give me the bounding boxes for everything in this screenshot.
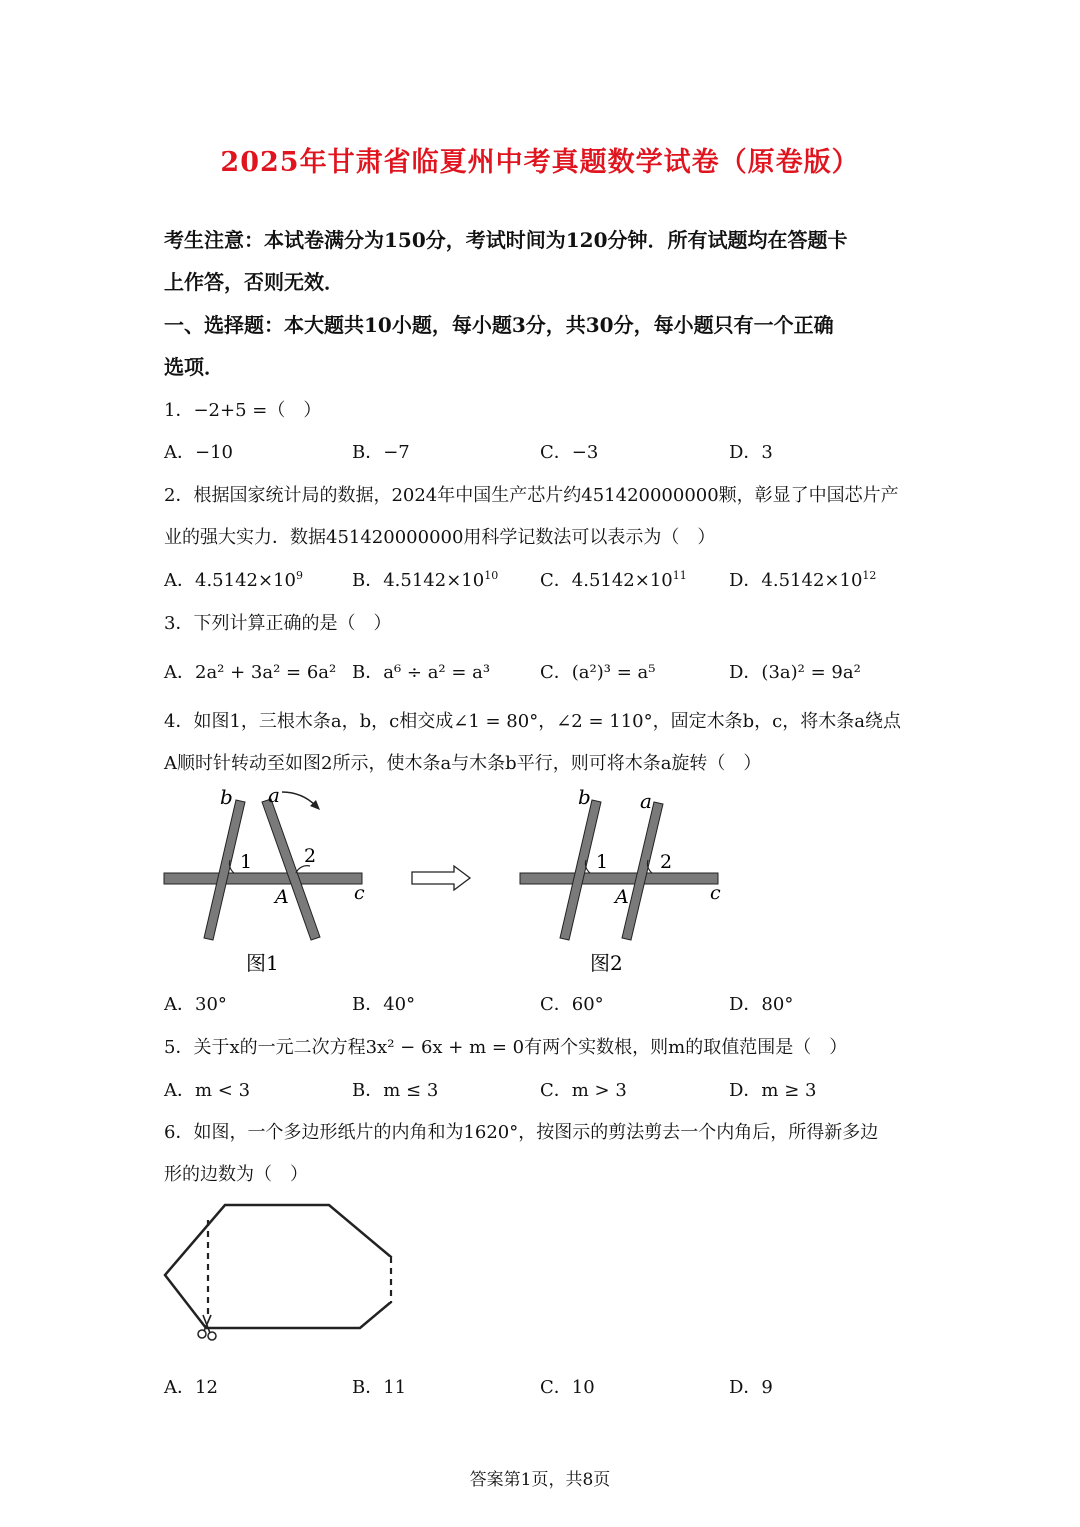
label-A: A (275, 886, 289, 908)
q2-option-a: A．$4.5142\times 10^9$ (164, 569, 303, 591)
question-2-line-2: 业的强大实力．数据451420000000用科学记数法可以表示为（ ） (164, 527, 716, 548)
q3-option-d: D．(3a)² = 9a² (729, 662, 861, 683)
q2-option-c: C．$4.5142\times 10^{11}$ (540, 569, 687, 591)
label-A-2: A (615, 886, 629, 908)
label-1-2: 1 (596, 851, 609, 873)
q3-option-a: A．2a² + 3a² = 6a² (164, 662, 337, 683)
page-title: 2025年甘肃省临夏州中考真题数学试卷（原卷版） (220, 147, 860, 178)
figure-2 (520, 785, 721, 975)
q6-option-c: C．10 (540, 1377, 595, 1398)
question-4-line-1: 4．如图1，三根木条a，b，c相交成∠1 = 80°，∠2 = 110°，固定木条b，c，将木条a绕点 (164, 711, 901, 732)
label-c: c (354, 882, 365, 904)
notice-line-1: 考生注意：本试卷满分为150分，考试时间为120分钟．所有试题均在答题卡 (164, 228, 848, 252)
q1-option-d: D．3 (729, 442, 773, 463)
q4-option-d: D．80° (729, 994, 794, 1015)
figure-1 (164, 783, 365, 975)
question-2-line-1: 2．根据国家统计局的数据，2024年中国生产芯片约451420000000颗，彰显了中国芯片产 (164, 485, 899, 506)
section-heading-line-2: 选项． (164, 355, 224, 379)
figure-2-caption: 图2 (590, 951, 623, 975)
stick-a-2 (622, 802, 663, 940)
q2-option-b: B．$4.5142\times 10^{10}$ (352, 569, 499, 591)
q5-option-d: D．m ≥ 3 (729, 1080, 817, 1101)
q6-option-b: B．11 (352, 1377, 407, 1398)
q3-option-c: C．(a²)³ = a⁵ (540, 662, 656, 683)
q1-option-c: C．−3 (540, 442, 599, 463)
q6-polygon-figure (155, 1195, 405, 1355)
label-2: 2 (304, 845, 317, 867)
stick-b (204, 800, 245, 940)
label-1: 1 (240, 851, 253, 873)
question-6-line-1: 6．如图，一个多边形纸片的内角和为1620°，按图示的剪法剪去一个内角后，所得新多边 (164, 1122, 879, 1143)
figure-1-caption: 图1 (246, 951, 279, 975)
q6-option-a: A．12 (164, 1377, 218, 1398)
q6-option-d: D．9 (729, 1377, 773, 1398)
q5-option-c: C．m > 3 (540, 1080, 627, 1101)
q5-option-b: B．m ≤ 3 (352, 1080, 439, 1101)
page-footer: 答案第1页，共8页 (469, 1470, 611, 1490)
section-heading-line-1: 一、选择题：本大题共10小题，每小题3分，共30分，每小题只有一个正确 (164, 313, 834, 337)
question-3-stem: 3．下列计算正确的是（ ） (164, 613, 392, 634)
label-b: b (220, 785, 233, 809)
label-a-2: a (640, 789, 652, 813)
transition-arrow-icon (412, 866, 470, 890)
notice-line-2: 上作答，否则无效． (164, 270, 344, 294)
q3-option-b: B．a⁶ ÷ a² = a³ (352, 662, 491, 683)
stick-c-2 (520, 873, 718, 884)
q2-option-d: D．$4.5142\times 10^{12}$ (729, 569, 877, 591)
stick-b-2 (560, 800, 601, 940)
label-b-2: b (578, 785, 591, 809)
q4-option-c: C．60° (540, 994, 604, 1015)
q4-option-b: B．40° (352, 994, 416, 1015)
question-4-line-2: A顺时针转动至如图2所示，使木条a与木条b平行，则可将木条a旋转（ ） (164, 753, 762, 774)
question-1-stem: 1．−2+5 =（ ） (164, 400, 322, 421)
q5-option-a: A．m < 3 (164, 1080, 251, 1101)
label-a: a (268, 783, 280, 807)
q1-option-a: A．−10 (164, 442, 233, 463)
q4-option-a: A．30° (164, 994, 227, 1015)
stick-a (262, 799, 320, 940)
label-c-2: c (710, 882, 721, 904)
q4-figure (150, 780, 750, 985)
label-2-2: 2 (660, 851, 673, 873)
rotation-arrow-icon (282, 792, 316, 806)
q1-option-b: B．−7 (352, 442, 410, 463)
polygon-outline (165, 1205, 391, 1328)
stick-c (164, 873, 362, 884)
question-6-line-2: 形的边数为（ ） (164, 1164, 308, 1185)
question-5-stem: 5．关于x的一元二次方程3x² − 6x + m = 0有两个实数根，则m的取值范围是（ ） (164, 1037, 848, 1058)
